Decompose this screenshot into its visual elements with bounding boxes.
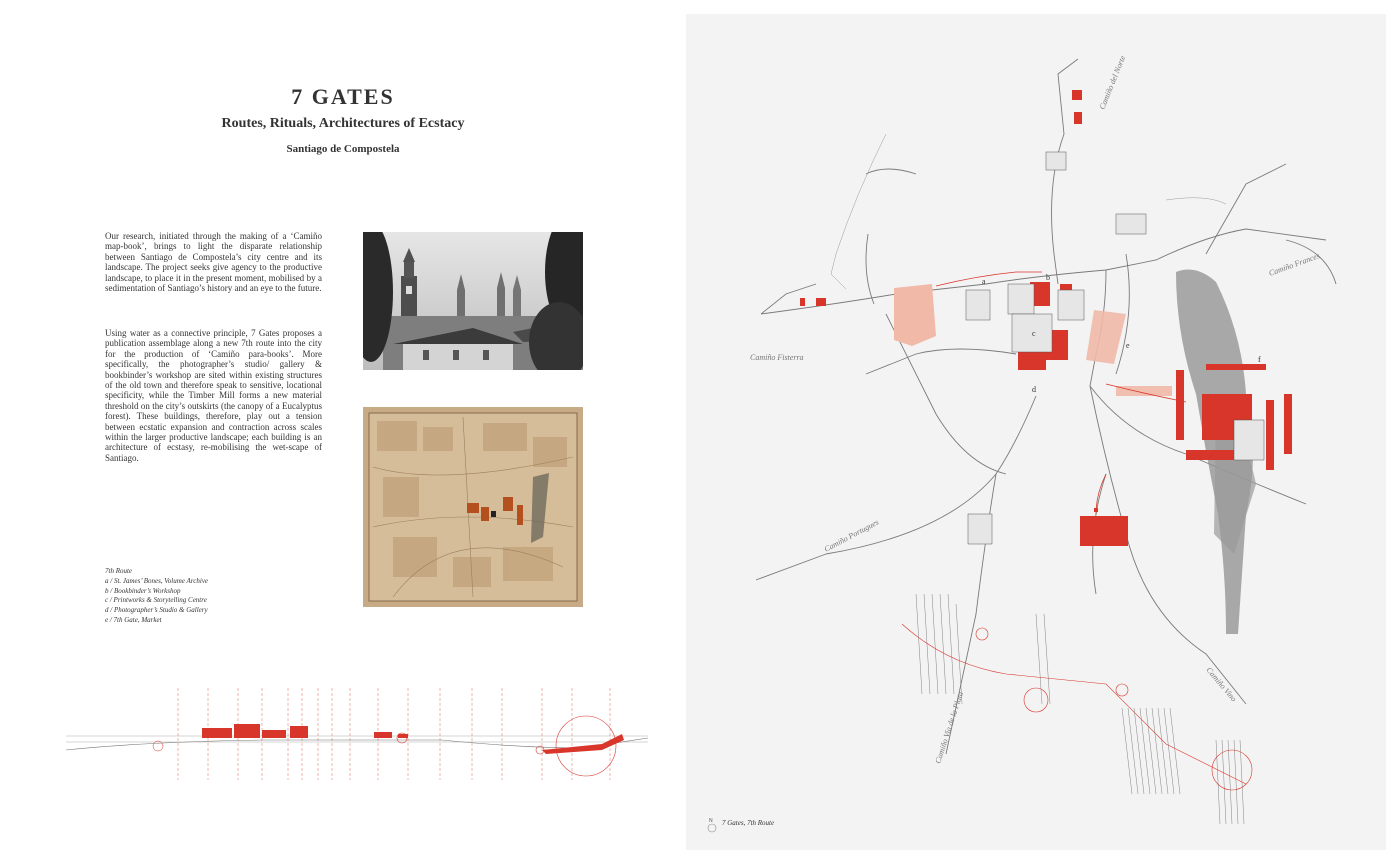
site-letter: a [982, 277, 986, 286]
location-label: Santiago de Compostela [286, 143, 400, 155]
legend [105, 567, 208, 626]
site-letter: e [1126, 341, 1130, 350]
legend-item: b / Bookbinder’s Workshop [105, 586, 181, 595]
north-label: N [709, 818, 713, 824]
legend-item: d / Photographer’s Studio & Gallery [105, 606, 208, 615]
page-subtitle: Routes, Rituals, Architectures of Ecstacy [221, 116, 465, 131]
road-label: Camiño del Norte [1097, 54, 1128, 111]
legend-item: a / St. James’ Bones, Volume Archive [105, 576, 209, 585]
route-map [686, 14, 1386, 850]
santiago-photo [363, 232, 583, 370]
body-paragraph: Our research, initiated through the making of a ‘Camiño map-book’, brings to light the disparate relationship between Santiago de Compostela’s city centre and its landscape. The project seeks give agency to the productive landscape, to place it in the present moment, mobilised by a sedimentation of Santiago’s history and an eye to the future. [105, 231, 322, 294]
body-paragraph: Using water as a connective principle, 7 Gates proposes a publication assemblage along a new 7th route into the city for the production of ‘Camiño para-books’. More specifically, the photographer’s studio/ gallery & bookbinder’s workshop are sited within existing structures of the old town and therefore speak to sensitive, locational specificity, while the Timber Mill forms a new material threshold on the city’s outskirts (the canopy of a Eucalyptus forest). These buildings, therefore, play out a tension between ecstatic expansion and contraction across scales within the larger productive landscape; each building is an architecture of ecstasy, re-mobilising the wet-scape of Santiago. [105, 328, 322, 463]
road-label: Camiño Via de la Plata [933, 690, 966, 765]
site-letter: f [1258, 355, 1261, 364]
road-label: Camiño Vino [1204, 665, 1239, 704]
site-letter: b [1046, 273, 1050, 282]
road-label: Camiño Portugues [822, 517, 881, 554]
historic-map-image [363, 407, 583, 607]
road-label: Camiño Fisterra [750, 353, 804, 362]
road-label: Camiño Frances [1267, 251, 1322, 278]
site-letter: c [1032, 329, 1036, 338]
city-section-drawing [62, 684, 652, 784]
legend-item: c / Printworks & Storytelling Centre [105, 596, 207, 605]
route-caption: 7 Gates, 7th Route [722, 819, 775, 827]
page-title: 7 GATES [291, 84, 395, 109]
legend-title: 7th Route [105, 567, 133, 575]
legend-item: e / 7th Gate, Market [105, 615, 162, 624]
site-letter: d [1032, 385, 1036, 394]
north-arrow-icon [708, 824, 716, 832]
